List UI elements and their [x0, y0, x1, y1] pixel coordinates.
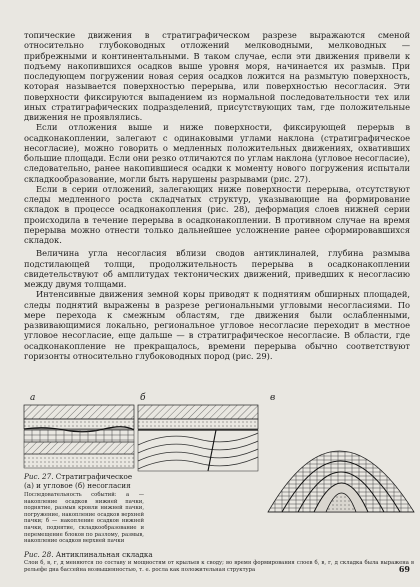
paragraph-2: Если отложения выше и ниже поверхности, фиксирующей перерыв в осадконакоплении, залегают с одинаковыми углами наклона (стратиграфическое несогласие), можно говорить о медленных положительных движениях, охвативших большие площади. Если они резко отличаются по углам наклона (угловое несогласие), следовательно, ранее накопившиеся осадки к моменту нового погружения испытали складкообразование, могли быть нарушены разрывами (рис. 27).: [24, 122, 410, 184]
fig27-description: Последовательность событий: а — накопление осадков нижней пачки, поднятие, размыв кровли нижней пачки, погружение, накопление осадков верхней пачки; б — накопление осадков нижней пачки, поднятие, складкообразование и перемещение блоков по разлому, размыв, накопление осадков верхней пачки: [24, 492, 144, 545]
fig28-label-v: в: [270, 393, 276, 403]
paragraph-5: Интенсивные движения земной коры приводят к поднятиям обширных площадей, следы поднятий выражены в разрезе региональными угловыми несогласиями. По мере перехода к смежным областям, где движения были ослабленными, развивающимися локально, региональное угловое несогласие переходит в местное угловое несогласие, еще дальше — в стратиграфическое несогласие. В области, где осадконакопление не прекращалось, времени перерыва обычно соответствуют горизонты относительно глубоководных пород (рис. 29).: [24, 289, 410, 361]
fig27-label-a: а: [30, 393, 36, 403]
fig27-label-b: б: [140, 393, 146, 403]
page-number: 69: [398, 564, 410, 574]
fig27-number: Рис. 27.: [24, 472, 54, 481]
fig28-caption: [24, 550, 414, 573]
fig28-diagram: [268, 400, 414, 512]
fig27a-diagram: [24, 405, 134, 471]
fig28-number: Рис. 28.: [24, 550, 54, 559]
main-text: [24, 30, 410, 361]
paragraph-4: Величина угла несогласия вблизи сводов антиклиналей, глубина размыва подстилающей толщи, продолжительность перерыва в осадконакоплении свидетельствуют об амплитудах тектонических движений, приведших к несогласию между двумя толщами.: [24, 248, 410, 289]
fig27-caption: [24, 472, 144, 545]
fig28-description: Слои б, в, г, д меняются по составу и мощностям от крыльев к своду; во время формирования слоев б, в, г, д складка была выражена в рельефе дна бассейна возвышенностью, т. е. росла как положительная структура: [24, 560, 414, 573]
paragraph-3: Если в серии отложений, залегающих ниже поверхности перерыва, отсутствуют следы медленного роста складчатых структур, указывающие на формирование складок в процессе осадконакопления (рис. 28), деформация слоев нижней серии происходила в течение перерыва в осадконакоплении. В противном случае на время перерыва можно отнести только дальнейшее усложнение ранее сформировавшихся складок.: [24, 183, 410, 245]
fig27b-diagram: [138, 405, 258, 471]
paragraph-1: топические движения в стратиграфическом разрезе выражаются сменой относительно глубоководных отложений мелководными, мелководных — прибрежными и континентальными. В таком случае, если эти движения привели к подъему накопившихся осадков выше уровня моря, начинается их размыв. При последующем погружении новая серия осадков ложится на размытую поверхность, которая называется поверхностью перерыва, или поверхностью несогласия. Эти поверхности фиксируются выпадением из нормальной последовательности тех или иных стратиграфических подразделений, присутствующих там, где положительные движения не проявлялись.: [24, 30, 410, 122]
fig28-title: Антиклинальная складка: [55, 550, 153, 559]
fig27-title: Стратиграфическое (а) и угловое (б) несогласия: [24, 472, 133, 490]
